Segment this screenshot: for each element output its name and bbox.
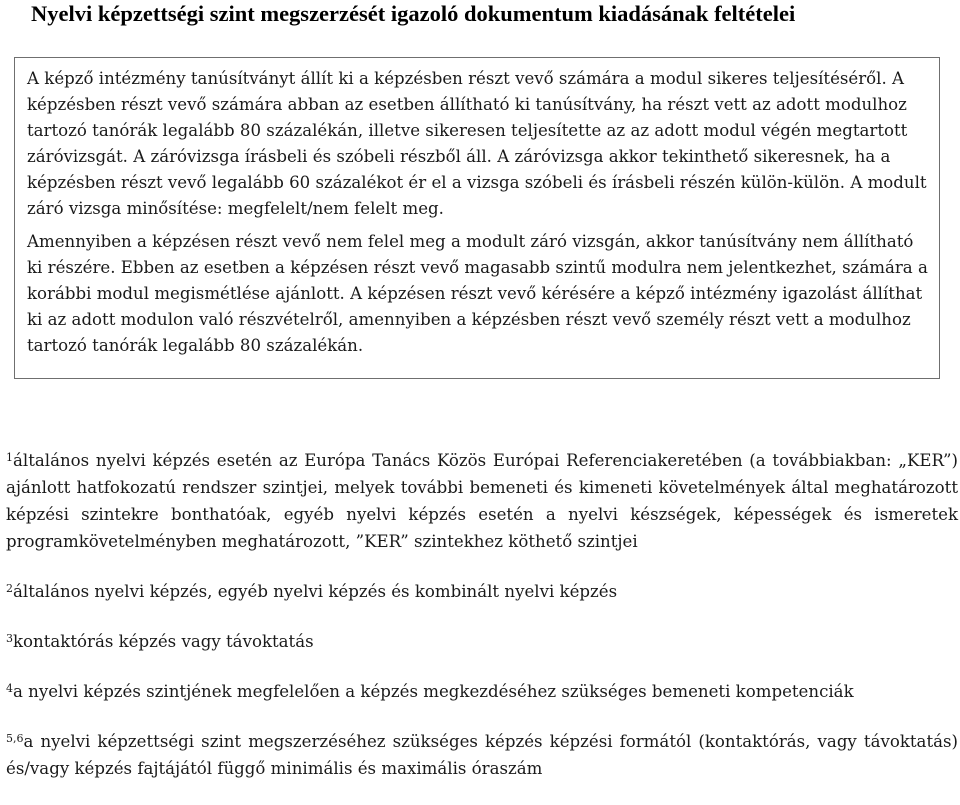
footnote-marker: 4 <box>6 682 13 695</box>
footnote-5-6 <box>6 728 958 782</box>
footnote-4 <box>6 678 958 705</box>
footnote-marker: 3 <box>6 632 13 645</box>
box-paragraph-failed-exam: Amennyiben a képzésen részt vevő nem felel meg a modult záró vizsgán, akkor tanúsítvány nem állítható ki részére. Ebben az esetben a képzésen részt vevő magasabb szintű modulra nem jelentkezhet, számára a korábbi modul megismétlése ajánlott. A képzésen részt vevő kérésére a képző intézmény igazolást állíthat ki az adott modulon való részvételről, amennyiben a képzésben részt vevő személy részt vett a modulhoz tartozó tanórák legalább 80 százalékán. <box>27 232 928 355</box>
footnote-3 <box>6 628 958 655</box>
footnote-1 <box>6 447 958 555</box>
footnote-marker: 1 <box>6 451 13 464</box>
conditions-box <box>14 57 940 379</box>
footnote-text: általános nyelvi képzés esetén az Európa Tanács Közös Európai Referenciakeretében (a továbbiakban: „KER”) ajánlott hatfokozatú rendszer szintjei, melyek további bemeneti és kimeneti követelmények által meghatározott képzési szintekre bonthatóak, egyéb nyelvi képzés esetén a nyelvi készségek, képességek és ismeretek programkövetelményben meghatározott, ”KER” szintekhez köthető szintjei <box>6 451 958 551</box>
footnotes-section <box>6 447 958 805</box>
footnote-text: általános nyelvi képzés, egyéb nyelvi képzés és kombinált nyelvi képzés <box>13 582 618 601</box>
footnote-marker: 5,6 <box>6 732 24 745</box>
page-title: Nyelvi képzettségi szint megszerzését igazoló dokumentum kiadásának feltételei <box>31 1 796 26</box>
footnote-text: a nyelvi képzés szintjének megfelelően a képzés megkezdéséhez szükséges bemeneti kompetenciák <box>13 682 854 701</box>
box-paragraph-certificate-conditions: A képző intézmény tanúsítványt állít ki a képzésben részt vevő számára a modul sikeres teljesítéséről. A képzésben részt vevő számára abban az esetben állítható ki tanúsítvány, ha részt vett az adott modulhoz tartozó tanórák legalább 80 százalékán, illetve sikeresen teljesítette az az adott modul végén megtartott záróvizsgát. A záróvizsga írásbeli és szóbeli részből áll. A záróvizsga akkor tekinthető sikeresnek, ha a képzésben részt vevő legalább 60 százalékot ér el a vizsga szóbeli és írásbeli részén külön-külön. A modult záró vizsga minősítése: megfelelt/nem felelt meg. <box>27 69 927 218</box>
footnote-marker: 2 <box>6 582 13 595</box>
footnote-2 <box>6 578 958 605</box>
footnote-text: kontaktórás képzés vagy távoktatás <box>13 632 314 651</box>
footnote-text: a nyelvi képzettségi szint megszerzéséhez szükséges képzés képzési formától (kontaktórás, vagy távoktatás) és/vagy képzés fajtájától függő minimális és maximális óraszám <box>6 732 958 778</box>
